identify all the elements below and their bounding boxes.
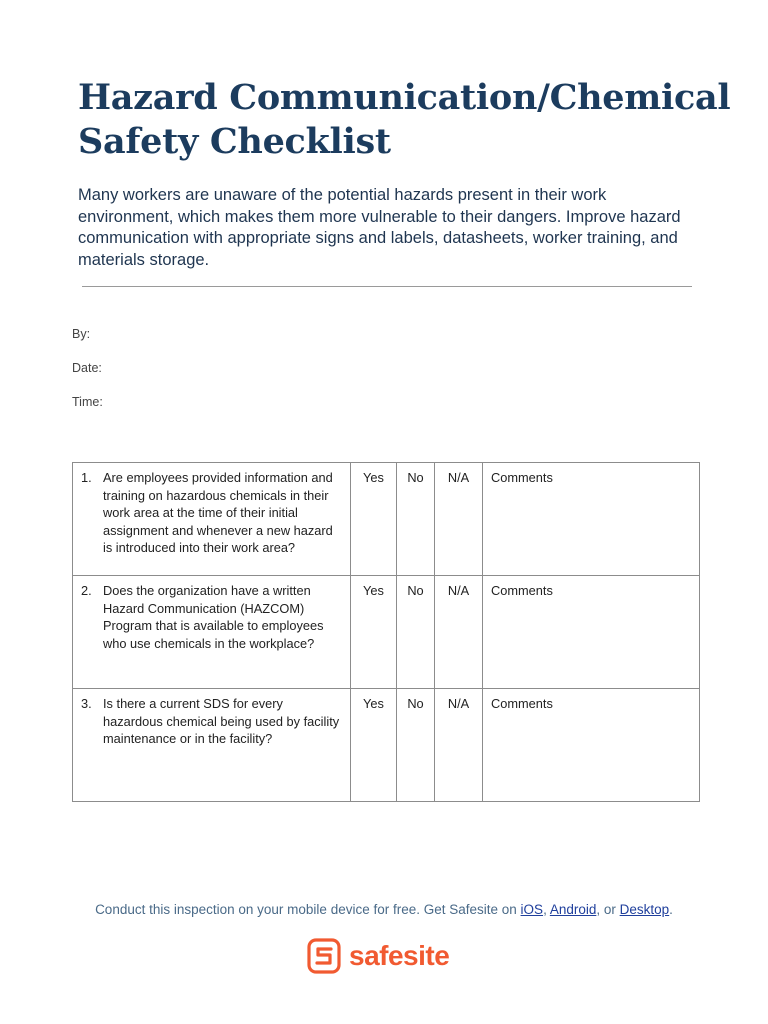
question-number: 2. [81,583,92,598]
question-number: 3. [81,696,92,711]
no-option[interactable]: No [397,689,435,802]
comments-field[interactable]: Comments [483,689,700,802]
question-text: Is there a current SDS for every hazardous chemical being used by facility maintenance or in the facility? [103,696,340,746]
na-option[interactable]: N/A [435,576,483,689]
intro-paragraph: Many workers are unaware of the potential hazards present in their work environment, which makes them more vulnerable to their dangers. Improve hazard communication with appropriate signs and labels, datasheets, worker training, and materials storage. [78,186,681,269]
footer-separator: , [543,902,550,917]
question-cell [73,689,351,802]
question-cell [73,576,351,689]
comments-field[interactable]: Comments [483,463,700,576]
yes-option[interactable]: Yes [351,576,397,689]
footer-text: Conduct this inspection on your mobile device for free. Get Safesite on [95,902,521,917]
na-option[interactable]: N/A [435,463,483,576]
question-number: 1. [81,470,92,485]
page-title: Hazard Communication/Chemical Safety Checklist [78,77,731,162]
comments-field[interactable]: Comments [483,576,700,689]
safesite-wordmark: safesite [349,940,450,971]
safesite-logo-icon [307,938,341,974]
na-option[interactable]: N/A [435,689,483,802]
table-row [73,689,700,802]
divider [82,286,692,287]
desktop-link[interactable]: Desktop [619,902,670,917]
time-label: Time: [72,395,103,409]
question-text: Does the organization have a written Hazard Communication (HAZCOM) Program that is available to employees who use chemicals in the workplace? [103,583,324,651]
date-label: Date: [72,361,102,375]
checklist-table [72,462,700,802]
footer-separator: , or [596,902,620,917]
table-row [73,576,700,689]
table-row [73,463,700,576]
yes-option[interactable]: Yes [351,463,397,576]
question-text: Are employees provided information and training on hazardous chemicals in their work area at the time of their initial assignment and whenever a new hazard is introduced into their work area? [103,470,333,555]
no-option[interactable]: No [397,463,435,576]
android-link[interactable]: Android [549,902,597,917]
footer-note [0,902,768,917]
yes-option[interactable]: Yes [351,689,397,802]
footer-period: . [669,902,673,917]
no-option[interactable]: No [397,576,435,689]
safesite-logo [307,938,449,974]
by-label: By: [72,327,91,341]
ios-link[interactable]: iOS [520,902,544,917]
question-cell [73,463,351,576]
